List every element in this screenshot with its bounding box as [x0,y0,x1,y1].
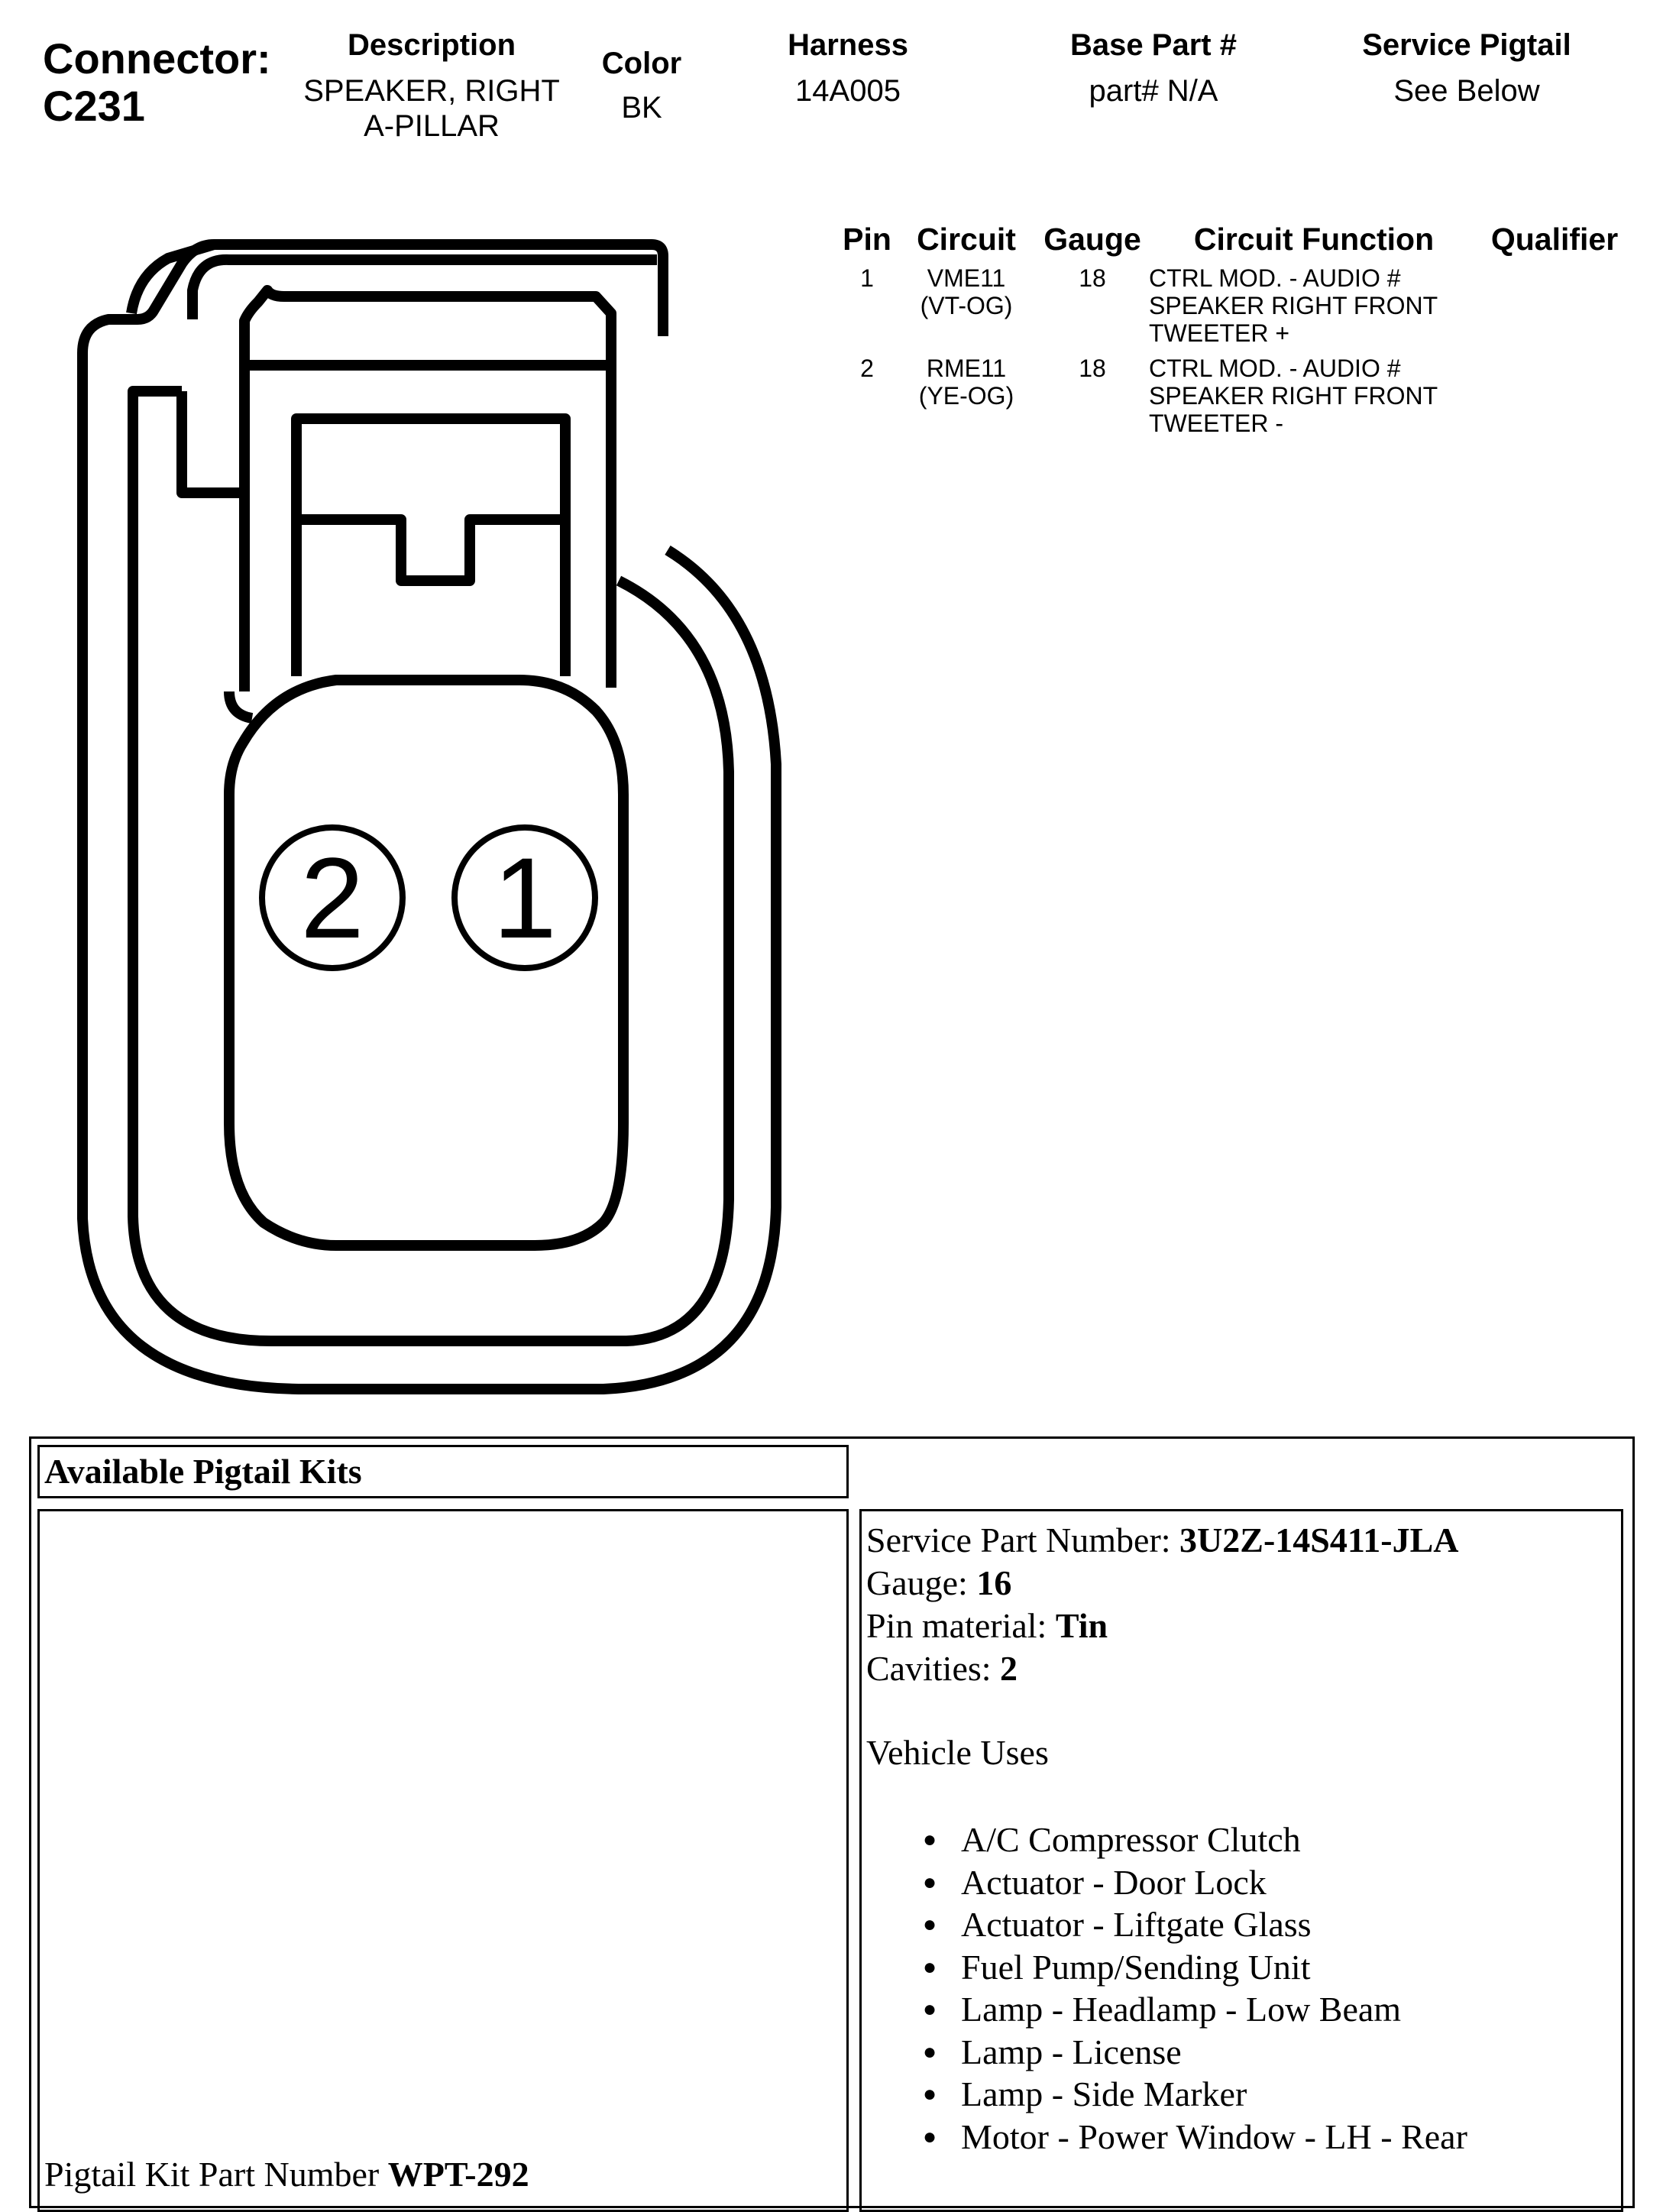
color-value: BK [621,91,662,125]
description-line1: SPEAKER, RIGHT [303,74,560,108]
circuit-function-line: CTRL MOD. - AUDIO # [1149,264,1401,292]
description-label: Description [347,28,516,62]
pin-label-2: 2 [300,834,364,962]
latch-tab [296,419,565,676]
connector-id: C231 [43,82,145,130]
kit-part-value: WPT-292 [387,2155,529,2194]
bullet-icon: ● [923,2081,937,2107]
connector-label: Connector: [43,34,271,83]
vehicle-use-label: Actuator - Liftgate Glass [961,1905,1312,1944]
kit-part-label: Pigtail Kit Part Number [44,2155,388,2194]
circuit-function-line: TWEETER + [1149,319,1290,347]
cavities-value: 2 [1000,1649,1018,1688]
gauge-info [866,1562,1011,1605]
list-item [862,1819,1467,1861]
pigtail-kits-title: Available Pigtail Kits [44,1452,362,1491]
pin-material-info [866,1605,1108,1647]
circuit-column-header: Circuit [917,222,1016,257]
harness-label: Harness [788,28,908,62]
terminal-body [229,680,623,1245]
bullet-icon: ● [923,1912,937,1937]
pin-number: 2 [860,355,874,382]
service-pigtail-value: See Below [1393,74,1540,108]
pigtail-kit-part-number [44,2153,529,2196]
wire-gauge: 18 [1079,355,1106,382]
pigtail-kits-section [29,1436,1635,2208]
vehicle-use-label: Lamp - Headlamp - Low Beam [961,1990,1402,2029]
list-item [862,2073,1467,2116]
gauge-label: Gauge: [866,1563,977,1602]
bullet-icon: ● [923,2039,937,2065]
circuit-color: (VT-OG) [920,292,1013,319]
bullet-icon: ● [923,1827,937,1852]
list-item [862,2031,1467,2074]
pigtail-details-cell [859,1509,1623,2212]
bullet-icon: ● [923,1954,937,1980]
service-part-value: 3U2Z-14S411-JLA [1179,1521,1459,1559]
connector-face-diagram [0,0,840,1436]
service-pigtail-label: Service Pigtail [1362,28,1571,62]
vehicle-use-label: Lamp - Side Marker [961,2074,1247,2113]
pigtail-image-cell [37,1509,849,2212]
circuit-id: RME11 [926,355,1007,382]
circuit-function-column-header: Circuit Function [1193,222,1435,257]
bullet-icon: ● [923,1997,937,2022]
harness-value: 14A005 [795,74,901,108]
circuit-function-line: SPEAKER RIGHT FRONT [1149,382,1438,410]
vehicle-uses-label: Vehicle Uses [866,1733,1049,1772]
service-part-number [866,1519,1459,1562]
vehicle-use-label: A/C Compressor Clutch [961,1820,1301,1859]
base-part-value: part# N/A [1089,74,1218,108]
description-line2: A-PILLAR [364,109,500,143]
circuit-function-line: TWEETER - [1149,410,1283,437]
list-item [862,1903,1467,1946]
gauge-column-header: Gauge [1043,222,1141,257]
list-item [862,1946,1467,1989]
wire-gauge: 18 [1079,264,1106,292]
circuit-color: (YE-OG) [918,382,1014,410]
gauge-value: 16 [976,1563,1012,1602]
circuit-function-line: SPEAKER RIGHT FRONT [1149,292,1438,319]
vehicle-uses-list [862,1819,1467,2158]
base-part-label: Base Part # [1070,28,1237,62]
vehicle-use-label: Motor - Power Window - LH - Rear [961,2116,1467,2156]
vehicle-use-label: Fuel Pump/Sending Unit [961,1947,1311,1987]
service-part-label: Service Part Number: [866,1521,1180,1559]
pin-column-header: Pin [843,222,891,257]
cavities-label: Cavities: [866,1649,1001,1688]
bullet-icon: ● [923,1869,937,1895]
list-item [862,1861,1467,1904]
circuit-id: VME11 [927,264,1006,292]
latch-hook [229,691,252,718]
pin-number: 1 [860,264,874,292]
pin-material-value: Tin [1055,1606,1108,1645]
circuit-function-line: CTRL MOD. - AUDIO # [1149,355,1401,382]
qualifier-column-header: Qualifier [1490,222,1619,257]
latch-step [182,391,244,691]
pin-material-label: Pin material: [866,1606,1056,1645]
pin-label-1: 1 [493,834,557,962]
list-item [862,2116,1467,2159]
bullet-icon: ● [923,2123,937,2149]
color-label: Color [601,47,682,80]
vehicle-use-label: Lamp - License [961,2032,1182,2071]
pigtail-kits-title-box [37,1445,849,1498]
inner-body [133,391,729,1341]
list-item [862,1988,1467,2031]
cavities-info [866,1647,1018,1690]
vehicle-use-label: Actuator - Door Lock [961,1862,1267,1902]
latch-tab-slot [296,520,565,581]
